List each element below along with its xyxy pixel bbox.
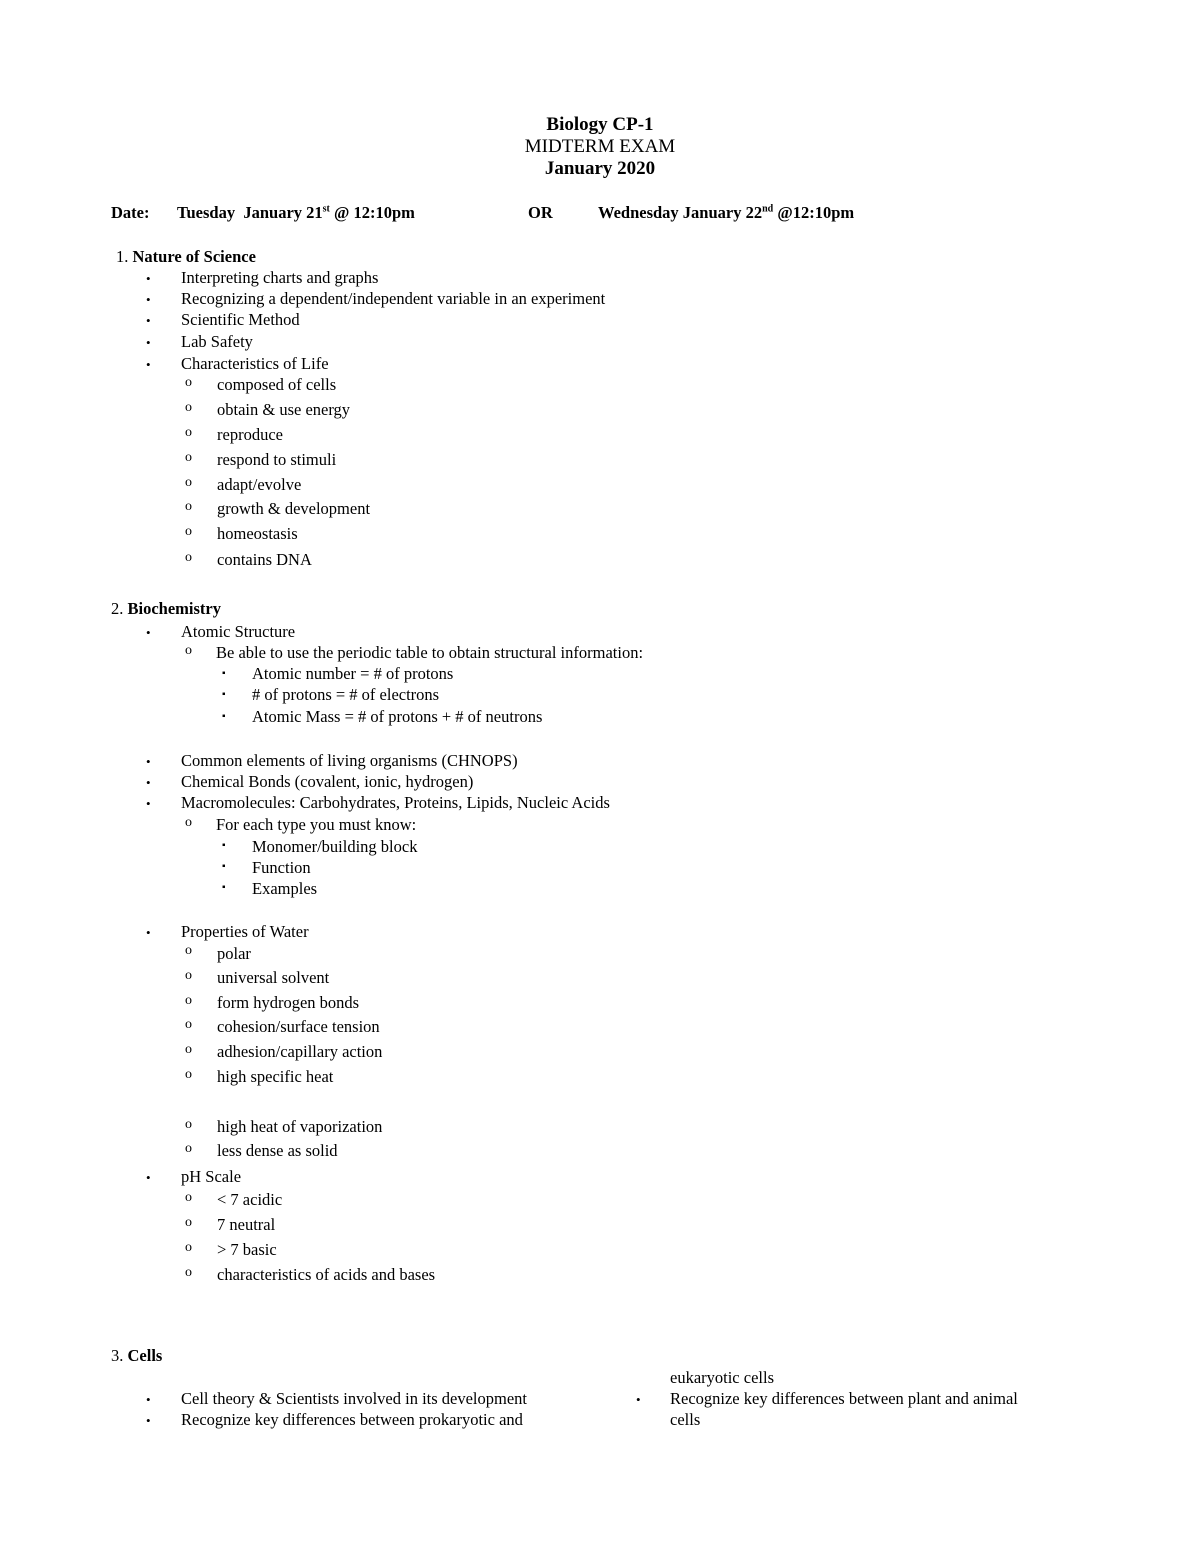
sub-sub-item: Monomer/building block — [252, 837, 418, 856]
sub-item: respond to stimuli — [217, 450, 337, 469]
sub-item: less dense as solid — [217, 1141, 338, 1160]
section-1-heading — [116, 249, 256, 266]
circle-bullet-icon: o — [185, 1141, 192, 1156]
bullet-icon: • — [146, 754, 151, 769]
circle-bullet-icon: o — [185, 1117, 192, 1132]
section-number: 1. — [116, 247, 129, 266]
sub-sub-item: Atomic Mass = # of protons + # of neutrons — [252, 707, 543, 726]
square-bullet-icon: ▪ — [222, 689, 226, 700]
bullet-icon: • — [146, 1392, 151, 1407]
first-date: January 21 — [243, 203, 323, 222]
circle-bullet-icon: o — [185, 1067, 192, 1082]
circle-bullet-icon: o — [185, 475, 192, 490]
circle-bullet-icon: o — [185, 1017, 192, 1032]
sub-item: < 7 acidic — [217, 1190, 283, 1209]
list-item-continuation: cells — [670, 1410, 701, 1429]
bullet-icon: • — [146, 313, 151, 328]
sub-sub-item: # of protons = # of electrons — [252, 685, 440, 704]
circle-bullet-icon: o — [185, 400, 192, 415]
circle-bullet-icon: o — [185, 643, 192, 658]
sub-item: Be able to use the periodic table to obtain structural information: — [216, 643, 644, 662]
sub-item: adapt/evolve — [217, 475, 302, 494]
bullet-icon: • — [146, 925, 151, 940]
circle-bullet-icon: o — [185, 993, 192, 1008]
list-item: Scientific Method — [181, 310, 300, 329]
square-bullet-icon: ▪ — [222, 882, 226, 893]
document-title: Biology CP-1 — [546, 114, 654, 135]
list-item: Chemical Bonds (covalent, ionic, hydrogen) — [181, 772, 474, 791]
section-title: Cells — [127, 1346, 163, 1365]
circle-bullet-icon: o — [185, 1190, 192, 1205]
list-item-continuation: eukaryotic cells — [670, 1368, 774, 1387]
sub-item: adhesion/capillary action — [217, 1042, 383, 1061]
sub-sub-item: Examples — [252, 879, 318, 898]
second-date: Wednesday January 22 — [598, 203, 763, 222]
section-title: Nature of Science — [132, 247, 256, 266]
circle-bullet-icon: o — [185, 524, 192, 539]
circle-bullet-icon: o — [185, 1042, 192, 1057]
bullet-icon: • — [146, 1413, 151, 1428]
second-sup: nd — [762, 203, 774, 215]
square-bullet-icon: ▪ — [222, 840, 226, 851]
second-time: @12:10pm — [777, 203, 855, 222]
sub-item: composed of cells — [217, 375, 337, 394]
list-item: Properties of Water — [181, 922, 309, 941]
circle-bullet-icon: o — [185, 1240, 192, 1255]
section-title: Biochemistry — [127, 599, 221, 618]
first-time: @ 12:10pm — [334, 203, 415, 222]
first-day: Tuesday — [177, 203, 236, 222]
section-number: 3. — [111, 1346, 124, 1365]
circle-bullet-icon: o — [185, 968, 192, 983]
list-item: Lab Safety — [181, 332, 253, 351]
circle-bullet-icon: o — [185, 1215, 192, 1230]
sub-item: > 7 basic — [217, 1240, 277, 1259]
list-item: Interpreting charts and graphs — [181, 268, 379, 287]
circle-bullet-icon: o — [185, 450, 192, 465]
sub-item: high heat of vaporization — [217, 1117, 383, 1136]
sub-item: obtain & use energy — [217, 400, 351, 419]
exam-month: January 2020 — [544, 158, 656, 179]
date-option-1 — [177, 205, 415, 222]
bullet-icon: • — [146, 796, 151, 811]
sub-item: universal solvent — [217, 968, 330, 987]
sub-item: polar — [217, 944, 251, 963]
sub-item: reproduce — [217, 425, 283, 444]
first-sup: st — [322, 203, 330, 215]
list-item: Characteristics of Life — [181, 354, 329, 373]
sub-sub-item: Function — [252, 858, 311, 877]
sub-item: growth & development — [217, 499, 371, 518]
circle-bullet-icon: o — [185, 1265, 192, 1280]
list-item: pH Scale — [181, 1167, 242, 1186]
section-number: 2. — [111, 599, 124, 618]
sub-item: For each type you must know: — [216, 815, 417, 834]
circle-bullet-icon: o — [185, 550, 192, 565]
date-option-2 — [598, 205, 854, 222]
circle-bullet-icon: o — [185, 425, 192, 440]
sub-item: characteristics of acids and bases — [217, 1265, 436, 1284]
circle-bullet-icon: o — [185, 375, 192, 390]
circle-bullet-icon: o — [185, 815, 192, 830]
list-item: Recognize key differences between plant and animal — [670, 1389, 1018, 1408]
sub-item: cohesion/surface tension — [217, 1017, 380, 1036]
bullet-icon: • — [146, 775, 151, 790]
sub-item: high specific heat — [217, 1067, 334, 1086]
bullet-icon: • — [146, 271, 151, 286]
bullet-icon: • — [146, 357, 151, 372]
sub-item: form hydrogen bonds — [217, 993, 360, 1012]
list-item: Cell theory & Scientists involved in its development — [181, 1389, 528, 1408]
list-item: Recognize key differences between prokaryotic and — [181, 1410, 523, 1429]
bullet-icon: • — [146, 625, 151, 640]
bullet-icon: • — [636, 1392, 641, 1407]
list-item: Common elements of living organisms (CHNOPS) — [181, 751, 518, 770]
list-item: Macromolecules: Carbohydrates, Proteins, Lipids, Nucleic Acids — [181, 793, 610, 812]
square-bullet-icon: ▪ — [222, 861, 226, 872]
square-bullet-icon: ▪ — [222, 668, 226, 679]
exam-heading: MIDTERM EXAM — [524, 136, 676, 157]
bullet-icon: • — [146, 1170, 151, 1185]
sub-item: contains DNA — [217, 550, 312, 569]
section-2-heading — [111, 601, 221, 618]
sub-item: homeostasis — [217, 524, 298, 543]
date-label: Date: — [111, 203, 150, 222]
square-bullet-icon: ▪ — [222, 711, 226, 722]
list-item: Atomic Structure — [181, 622, 296, 641]
sub-item: 7 neutral — [217, 1215, 276, 1234]
list-item: Recognizing a dependent/independent variable in an experiment — [181, 289, 606, 308]
circle-bullet-icon: o — [185, 499, 192, 514]
circle-bullet-icon: o — [185, 943, 192, 958]
bullet-icon: • — [146, 292, 151, 307]
section-3-heading — [111, 1348, 162, 1365]
sub-sub-item: Atomic number = # of protons — [252, 664, 454, 683]
bullet-icon: • — [146, 335, 151, 350]
or-text: OR — [528, 203, 553, 222]
